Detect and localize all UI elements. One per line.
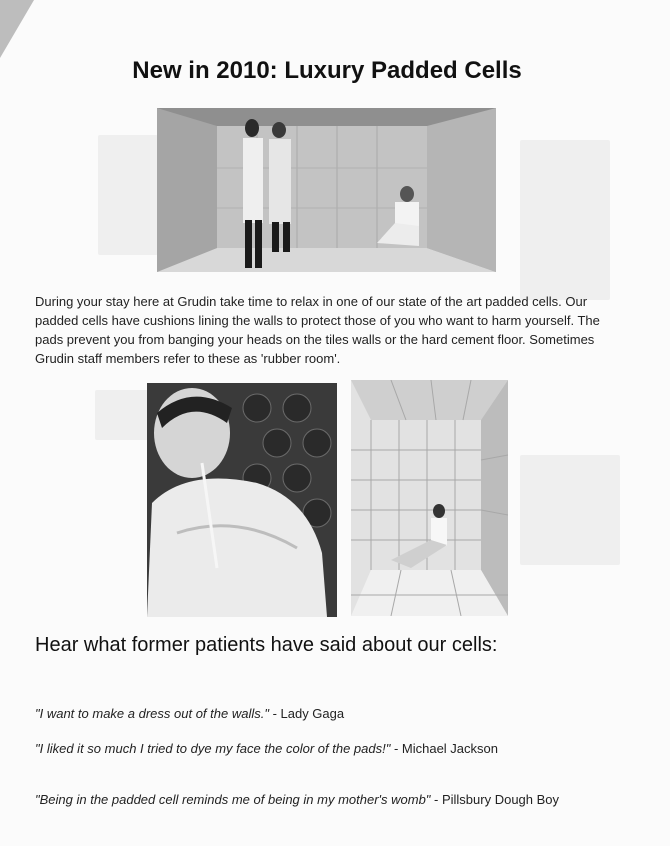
folded-corner: [0, 0, 34, 58]
quote-text: "I liked it so much I tried to dye my face the color of the pads!": [35, 741, 391, 756]
photo-man-in-padded-room: [351, 380, 508, 616]
photo-staff-in-padded-room: [157, 108, 496, 272]
quotes-heading: Hear what former patients have said about our cells:: [35, 634, 498, 656]
quote-author: - Michael Jackson: [390, 741, 498, 756]
page-title: New in 2010: Luxury Padded Cells: [132, 57, 522, 84]
quote-text: "I want to make a dress out of the walls.": [35, 706, 269, 721]
quote-michael-jackson: [35, 739, 625, 758]
quote-text: "Being in the padded cell reminds me of being in my mother's womb": [35, 792, 431, 807]
quote-lady-gaga: [35, 704, 625, 723]
quote-author: - Lady Gaga: [268, 706, 345, 721]
intro-paragraph: During your stay here at Grudin take time to relax in one of our state of the art padded cells. Our padded cells have cushions lining the walls to protect those of you who want to harm yourself. The pads prevent you from banging your heads on the tiles walls or the hard cement floor. Sometimes Grudin staff members refer to these as 'rubber room'.: [35, 294, 600, 366]
show-through-marks: [98, 135, 158, 255]
quote-author: - Pillsbury Dough Boy: [430, 792, 560, 807]
photo-man-in-straitjacket: [147, 383, 337, 617]
quote-pillsbury-dough-boy: [35, 790, 625, 809]
